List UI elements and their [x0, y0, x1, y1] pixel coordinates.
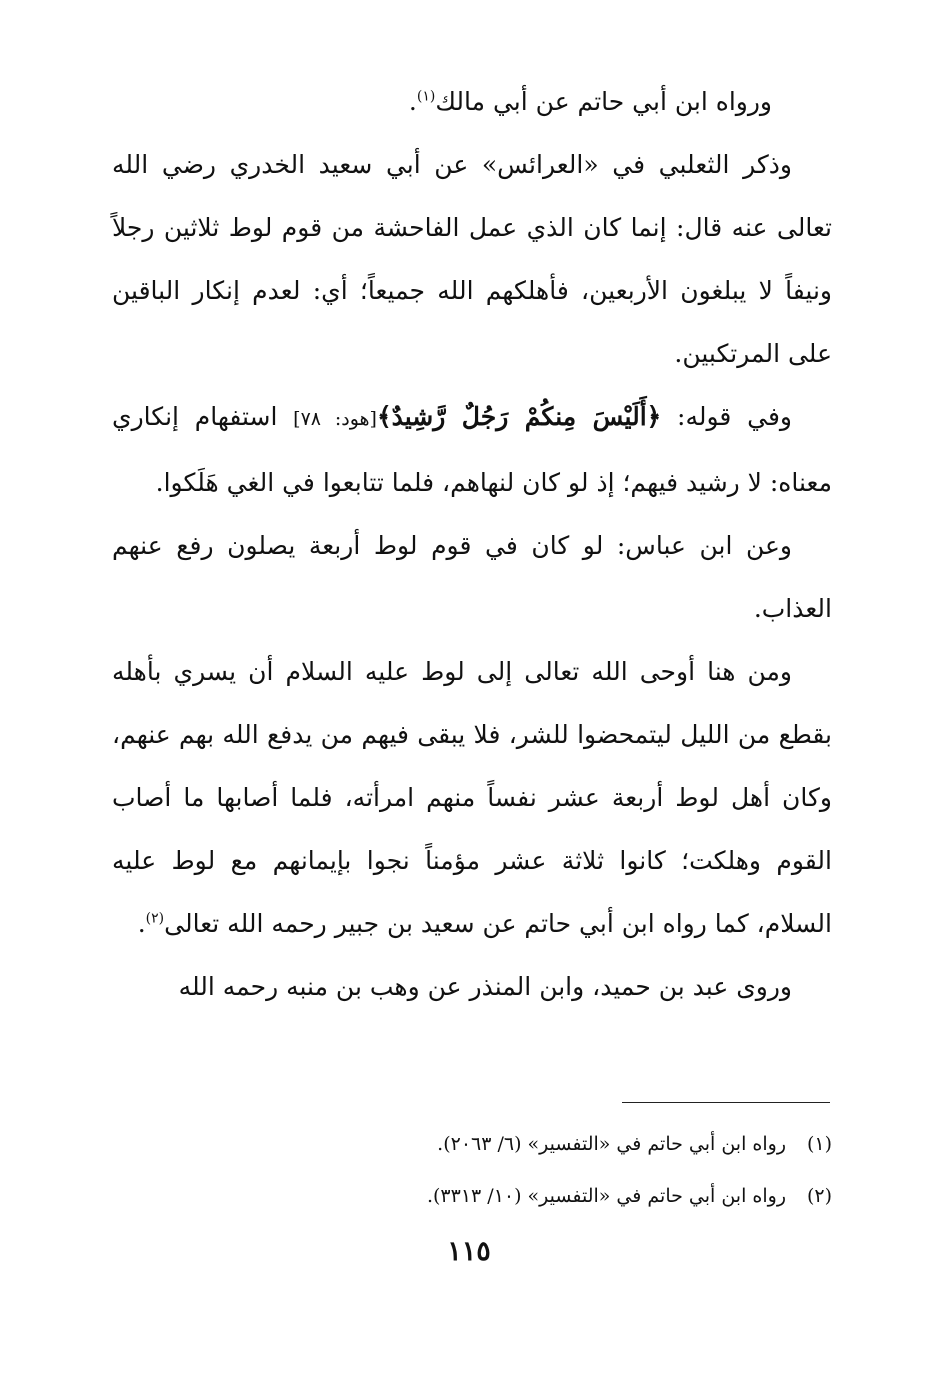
paragraph-3: [112, 385, 832, 514]
paragraph-text: استفهام إنكاري معناه: لا رشيد فيهم؛ إذ لو كان لنهاهم، فلما تتابعوا في الغي هَلَكوا.: [112, 402, 832, 497]
footnote-divider: [622, 1102, 830, 1103]
footnote-2: [112, 1170, 832, 1222]
paragraph-tail: .: [408, 87, 417, 116]
paragraph-text: وعن ابن عباس: لو كان في قوم لوط أربعة يصلون رفع عنهم العذاب.: [112, 531, 832, 623]
main-text: [112, 70, 832, 1018]
footnote-text: رواه ابن أبي حاتم في «التفسير» (١٠/ ٣٣١٣).: [426, 1185, 786, 1207]
footnote-marker-2: (٢): [145, 910, 165, 927]
paragraph-2: [112, 133, 832, 385]
verse-reference: [هود: ٧٨]: [293, 408, 377, 430]
paragraph-text: ورواه ابن أبي حاتم عن أبي مالك: [435, 87, 772, 116]
footnote-1: [112, 1118, 832, 1170]
paragraph-1: [112, 70, 832, 133]
footnote-number: (٢): [806, 1185, 832, 1207]
footnote-marker-1: (١): [416, 88, 436, 105]
page-number: ١١٥: [447, 1236, 491, 1267]
paragraph-tail: .: [137, 909, 146, 938]
paragraph-text: وروى عبد بن حميد، وابن المنذر عن وهب بن منبه رحمه الله: [178, 972, 792, 1001]
paragraph-text: ومن هنا أوحى الله تعالى إلى لوط عليه السلام أن يسري بأهله بقطع من الليل ليتمحضوا للشر، فلا يبقى فيهم من يدفع الله بهم عنهم، وكان أهل لوط أربعة عشر نفساً منهم امرأته، فلما أصابها ما أصاب القوم وهلكت؛ كانوا ثلاثة عشر مؤمناً نجوا بإيمانهم مع لوط عليه السلام، كما رواه ابن أبي حاتم عن سعيد بن جبير رحمه الله تعالى: [112, 657, 832, 938]
footnote-number: (١): [806, 1133, 832, 1155]
paragraph-text: وفي قوله:: [661, 402, 792, 431]
footnote-text: رواه ابن أبي حاتم في «التفسير» (٦/ ٢٠٦٣).: [437, 1133, 786, 1155]
footnotes: [112, 1118, 832, 1222]
paragraph-4: [112, 514, 832, 640]
paragraph-text: وذكر الثعلبي في «العرائس» عن أبي سعيد الخدري رضي الله تعالى عنه قال: إنما كان الذي عمل الفاحشة من قوم لوط ثلاثين رجلاً ونيفاً لا يبلغون الأربعين، فأهلكهم الله جميعاً؛ أي: لعدم إنكار الباقين على المرتكبين.: [112, 150, 832, 368]
quran-verse: ﴿أَلَيْسَ مِنكُمْ رَجُلٌ رَّشِيدٌ﴾: [376, 402, 662, 431]
paragraph-5: [112, 640, 832, 955]
paragraph-6: [112, 955, 832, 1018]
